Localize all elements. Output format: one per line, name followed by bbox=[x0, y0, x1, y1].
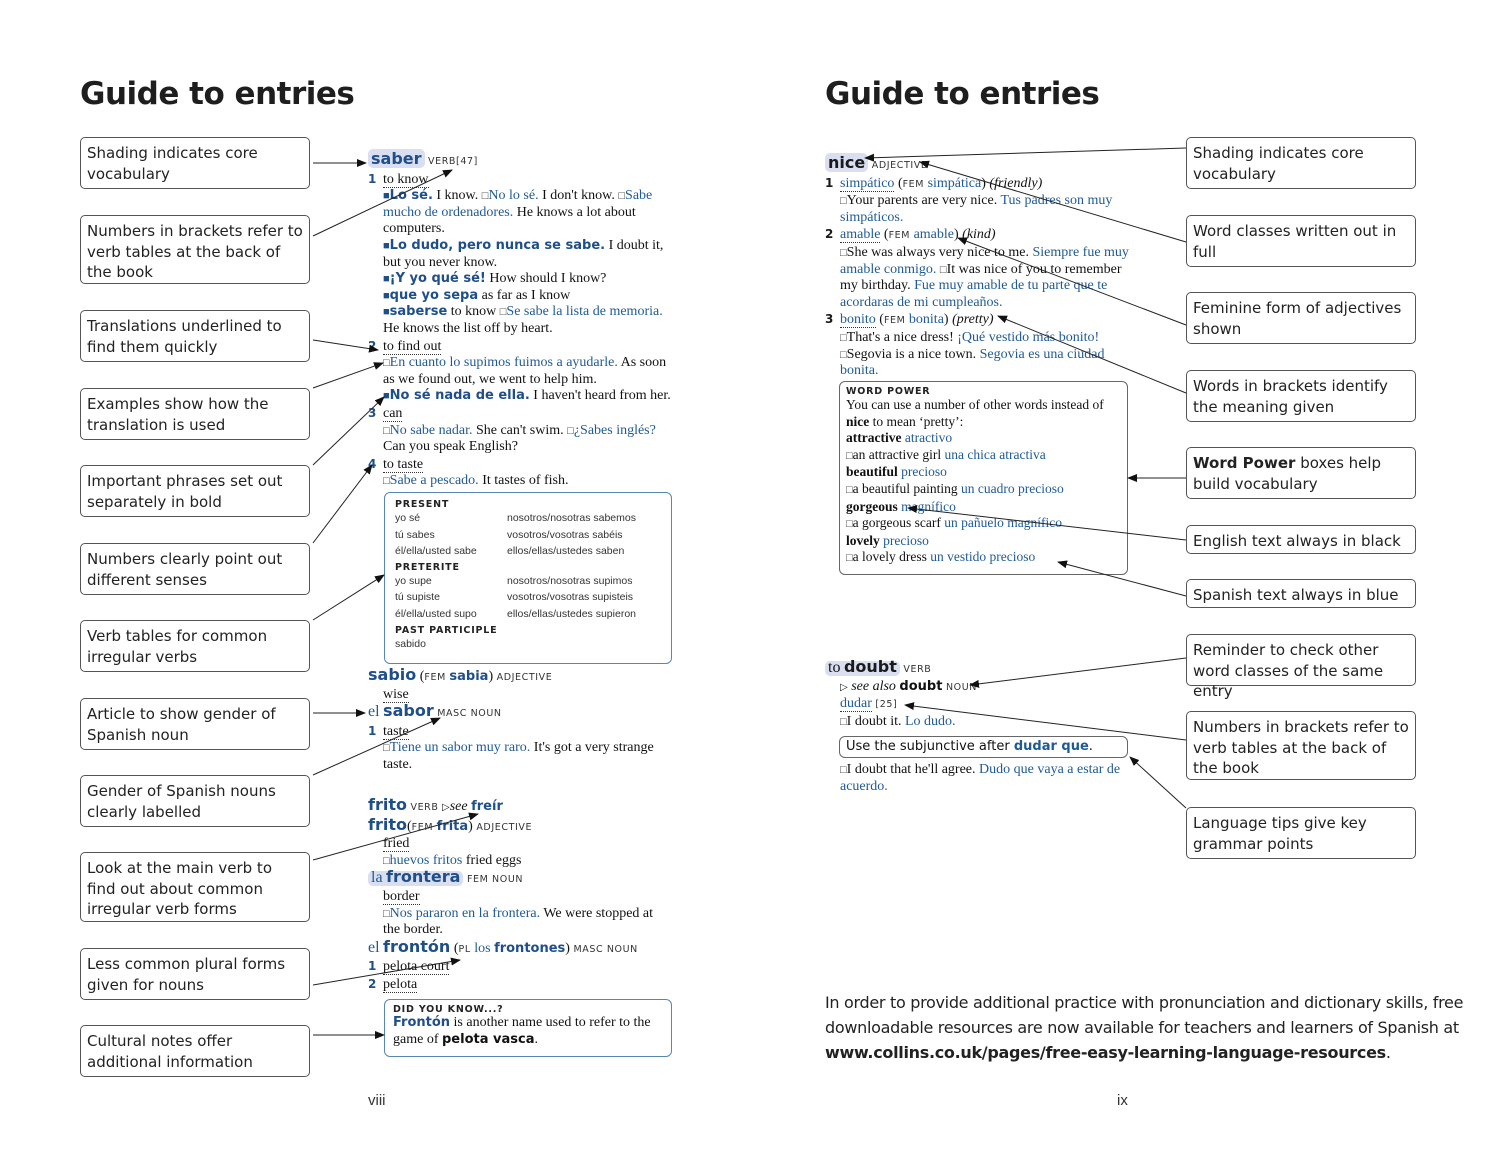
word-power-item: lovely precioso bbox=[846, 532, 929, 548]
feminine-form: frita bbox=[436, 818, 469, 834]
page-title-left: Guide to entries bbox=[80, 76, 355, 112]
callout-reminder-word-classes: Reminder to check other word classes of the same entry bbox=[1186, 634, 1416, 686]
feminine-form: sabia bbox=[449, 669, 489, 684]
entry-doubt: to doubt VERB ▷ see also doubt NOUN dudar [25] □I doubt it. Lo dudo. bbox=[825, 659, 1130, 730]
phrase-translation: I doubt it, but you never know. bbox=[383, 237, 664, 270]
example-en: We were stopped at the border. bbox=[383, 905, 654, 938]
resources-paragraph: In order to provide additional practice with pronunciation and dictionary skills, free downloadable resources are now available for teachers and learners of Spanish at www.collins.co.uk/pages/free-easy-learning-language-resources. bbox=[825, 993, 1464, 1062]
pos-label: ADJECTIVE bbox=[871, 160, 928, 171]
verb-table-row: tú sabes vosotros/vosotras sabéis bbox=[395, 528, 623, 541]
arrow bbox=[1130, 757, 1186, 808]
pos-label: ADJECTIVE bbox=[496, 672, 553, 683]
callout-english-black: English text always in black bbox=[1186, 525, 1416, 554]
headword-frontera: frontera bbox=[386, 867, 461, 887]
example-en: She can't swim. bbox=[475, 422, 564, 438]
arrow bbox=[313, 465, 372, 543]
example-es: Sabe mucho de ordenadores. bbox=[383, 188, 653, 220]
verb-table-row: él/ella/usted supo ellos/ellas/ustedes supieron bbox=[395, 607, 636, 620]
example-en: Can you speak English? bbox=[383, 439, 518, 455]
entry-nice: nice ADJECTIVE 1 simpático (FEM simpática) (friendly) □Your parents are very nice. Tus padres son muy simpáticos. 2 amable (FEM amable) (kind) □She was always very nice to me. Siempre fue muy amable conmigo. □It was nice of you to remember my birthday. Fue muy amable de tu parte que te acordaras de mi cumpleaños. 3 bonito (FEM bonita) (pretty) □That's a nice dress! ¡Qué vestido más bonito! □Segovia is a nice town. Segovia es una ciudad bonita. bbox=[825, 153, 1129, 379]
meaning-indicator: (pretty) bbox=[952, 312, 994, 328]
page-title-right: Guide to entries bbox=[825, 76, 1100, 112]
phrase: No sé nada de ella. bbox=[389, 388, 530, 404]
verb-table-row: yo sé nosotros/nosotras sabemos bbox=[395, 512, 636, 524]
example-en: I don't know. bbox=[542, 188, 615, 204]
arrow bbox=[313, 575, 384, 620]
translation: amable bbox=[840, 227, 881, 243]
example-es: Nos pararon en la frontera. bbox=[389, 905, 541, 921]
word-power-item: attractive atractivo bbox=[846, 430, 953, 446]
entry-frito-frontera: frito VERB ▷see freír frito(FEM frita) ADJECTIVE fried □huevos fritos fried eggs la frontera FEM NOUN border □Nos pararon en la frontera. We were stopped at the border. el frontón (PL los frontones) MASC NOUN 1 pelota court 2 pelota bbox=[368, 795, 654, 992]
callout-language-tips: Language tips give key grammar points bbox=[1186, 807, 1416, 859]
verb-table-ref: [47] bbox=[456, 156, 478, 167]
verb-table-row: yo supe nosotros/nosotras supimos bbox=[395, 574, 633, 587]
callout-spanish-blue: Spanish text always in blue bbox=[1186, 579, 1416, 608]
callout-gender-labelled: Gender of Spanish nouns clearly labelled bbox=[80, 775, 310, 827]
callout-word-power: Word Power boxes help build vocabulary bbox=[1186, 447, 1416, 499]
meaning-indicator: (friendly) bbox=[989, 175, 1043, 191]
translation: bonito bbox=[840, 312, 876, 328]
entry-sabio-sabor: sabio (FEM sabia) ADJECTIVE wise el sabor MASC NOUN 1 taste □Tiene un sabor muy raro. It's got a very strange taste. bbox=[368, 665, 654, 772]
word-power-box: WORD POWER You can use a number of other words instead of nice to mean ‘pretty’: attractive atractivo □an attractive girl una chica atractiva beautiful precioso □a beautiful painting un cuadro precioso gorgeous magnífico □a gorgeous scarf un pañuelo magnífico lovely precioso □a lovely dress un vestido precioso bbox=[839, 381, 1128, 575]
headword-sabor: sabor bbox=[383, 701, 434, 721]
verb-table-box bbox=[384, 492, 672, 664]
translation: fried bbox=[383, 836, 410, 852]
example-en: He knows a lot about computers. bbox=[383, 204, 636, 237]
example-en: As soon as we found out, we went to help him. bbox=[383, 355, 667, 387]
verb-table-pp-heading: PAST PARTICIPLE bbox=[395, 624, 498, 636]
headword-sabio: sabio bbox=[368, 665, 417, 684]
callout-shading-right: Shading indicates core vocabulary bbox=[1186, 137, 1416, 189]
word-power-item: beautiful precioso bbox=[846, 464, 947, 480]
sense-number: 4 bbox=[368, 456, 377, 471]
example-en: It's got a very strange taste. bbox=[383, 740, 654, 772]
callout-main-verb: Look at the main verb to find out about common irregular verb forms bbox=[80, 852, 310, 922]
headword-nice: nice bbox=[825, 153, 868, 172]
sense-number: 2 bbox=[368, 338, 377, 353]
verb-table-present-heading: PRESENT bbox=[395, 499, 450, 510]
translation: can bbox=[383, 405, 403, 421]
phrase-translation: I haven't heard from her. bbox=[533, 388, 671, 404]
translation: pelota court bbox=[383, 959, 450, 975]
phrase-translation: as far as I know bbox=[481, 287, 571, 303]
language-tip-box: Use the subjunctive after dudar que. bbox=[839, 736, 1128, 758]
headword-frito-adj: frito bbox=[368, 814, 407, 834]
page-number-right: ix bbox=[1117, 1092, 1128, 1109]
example-es: Sabe a pescado. bbox=[389, 473, 479, 489]
example-es: No lo sé. bbox=[488, 188, 539, 204]
translation: dudar bbox=[840, 696, 872, 712]
verb-table-row: tú supiste vosotros/vosotras supisteis bbox=[395, 591, 634, 604]
example-es: No sabe nadar. bbox=[389, 422, 473, 438]
example-es: Tiene un sabor muy raro. bbox=[389, 740, 531, 756]
phrase: ¡Y yo qué sé! bbox=[389, 271, 486, 287]
headword-saber: saber bbox=[368, 149, 425, 168]
callout-words-brackets: Words in brackets identify the meaning given bbox=[1186, 370, 1416, 422]
headword-frito-verb: frito bbox=[368, 795, 407, 814]
example-en: He knows the list off by heart. bbox=[383, 320, 553, 336]
phrase: Lo dudo, pero nunca se sabe. bbox=[389, 237, 606, 253]
headword-fronton: frontón bbox=[383, 936, 451, 956]
example-es: Se sabe la lista de memoria. bbox=[506, 304, 663, 320]
resources-link[interactable]: www.collins.co.uk/pages/free-easy-learning-language-resources bbox=[825, 1043, 1386, 1062]
callout-numbers-senses: Numbers clearly point out different senses bbox=[80, 543, 310, 595]
sense-number: 1 bbox=[368, 171, 377, 186]
phrase: que yo sepa bbox=[389, 287, 479, 303]
callout-examples: Examples show how the translation is used bbox=[80, 388, 310, 440]
pos-label: MASC NOUN bbox=[437, 708, 502, 720]
verb-table-ref: [25] bbox=[875, 699, 898, 711]
callout-feminine-form: Feminine form of adjectives shown bbox=[1186, 292, 1416, 344]
callout-shading: Shading indicates core vocabulary bbox=[80, 137, 310, 189]
callout-verb-table-numbers: Numbers in brackets refer to verb tables at the back of the book bbox=[80, 215, 310, 284]
cross-reference: doubt bbox=[899, 678, 943, 694]
translation: pelota bbox=[383, 976, 418, 992]
callout-plural-forms: Less common plural forms given for nouns bbox=[80, 948, 310, 1000]
phrase-translation: I know. bbox=[436, 188, 479, 204]
example-es: ¿Sabes inglés? bbox=[573, 422, 656, 438]
did-you-know-box: DID YOU KNOW...? Frontón is another name used to refer to the game of pelota vasca. bbox=[384, 999, 672, 1057]
callout-verb-table-numbers-right: Numbers in brackets refer to verb tables at the back of the book bbox=[1186, 711, 1416, 780]
translation: wise bbox=[383, 686, 409, 702]
callout-translations-underlined: Translations underlined to find them quickly bbox=[80, 310, 310, 362]
translation: simpático bbox=[840, 175, 895, 191]
callout-verb-tables: Verb tables for common irregular verbs bbox=[80, 620, 310, 672]
did-you-know-heading: DID YOU KNOW...? bbox=[393, 1004, 504, 1015]
phrase: saberse bbox=[389, 304, 448, 320]
doubt-example: □I doubt that he'll agree. Dudo que vaya a estar de acuerdo. bbox=[840, 762, 1121, 794]
callout-important-phrases: Important phrases set out separately in bold bbox=[80, 465, 310, 517]
page-number-left: viii bbox=[368, 1092, 386, 1109]
phrase-translation: How should I know? bbox=[489, 271, 607, 287]
sense-number: 3 bbox=[368, 405, 377, 420]
entry-saber: saber VERB[47] 1 to know ■Lo sé. I know. □No lo sé. I don't know. □Sabe mucho de ordenadores. He knows a lot about computers. ■Lo dudo, pero nunca se sabe. I doubt it, but you never know. ■¡Y yo qué sé! How should I know? ■que yo sepa as far as I know ■saberse to know □Se sabe la lista de memoria. He knows the list off by heart. 2 to find out □En cuanto lo supimos fuimos a ayudarle. As soon as we found out, we went to help him. ■No sé nada de ella. I haven't heard from her. 3 can □No sabe nadar. She can't swim. □¿Sabes inglés? Can you speak English? 4 to taste □Sabe a pescado. It tastes of fish. bbox=[368, 149, 671, 489]
verb-table-row: él/ella/usted sabe ellos/ellas/ustedes saben bbox=[395, 545, 625, 558]
translation: to find out bbox=[383, 338, 442, 354]
headword-doubt: doubt bbox=[843, 657, 897, 676]
pos-label: VERB bbox=[428, 156, 457, 167]
translation: border bbox=[383, 888, 420, 904]
callout-cultural-notes: Cultural notes offer additional information bbox=[80, 1025, 310, 1077]
phrase-translation: to know bbox=[450, 304, 497, 320]
plural-form: frontones bbox=[494, 940, 566, 956]
translation: taste bbox=[383, 723, 409, 739]
callout-word-classes: Word classes written out in full bbox=[1186, 215, 1416, 267]
example-en: It tastes of fish. bbox=[482, 473, 569, 489]
verb-table-preterite-heading: PRETERITE bbox=[395, 561, 460, 573]
translation: to taste bbox=[383, 456, 424, 472]
feminine-form: simpática bbox=[927, 175, 982, 191]
article: el bbox=[368, 703, 380, 721]
meaning-indicator: (kind) bbox=[962, 227, 996, 243]
phrase: Lo sé. bbox=[389, 188, 433, 204]
word-power-item: gorgeous magnífico bbox=[846, 498, 956, 514]
word-power-heading: WORD POWER bbox=[846, 386, 931, 397]
callout-article-gender: Article to show gender of Spanish noun bbox=[80, 698, 310, 750]
translation: to know bbox=[383, 171, 429, 187]
example-es: huevos fritos bbox=[389, 852, 463, 868]
example-en: fried eggs bbox=[465, 852, 522, 868]
example-es: En cuanto lo supimos fuimos a ayudarle. bbox=[389, 355, 618, 371]
verb-table-pp: sabido bbox=[395, 637, 426, 650]
cross-reference: freír bbox=[471, 799, 503, 814]
